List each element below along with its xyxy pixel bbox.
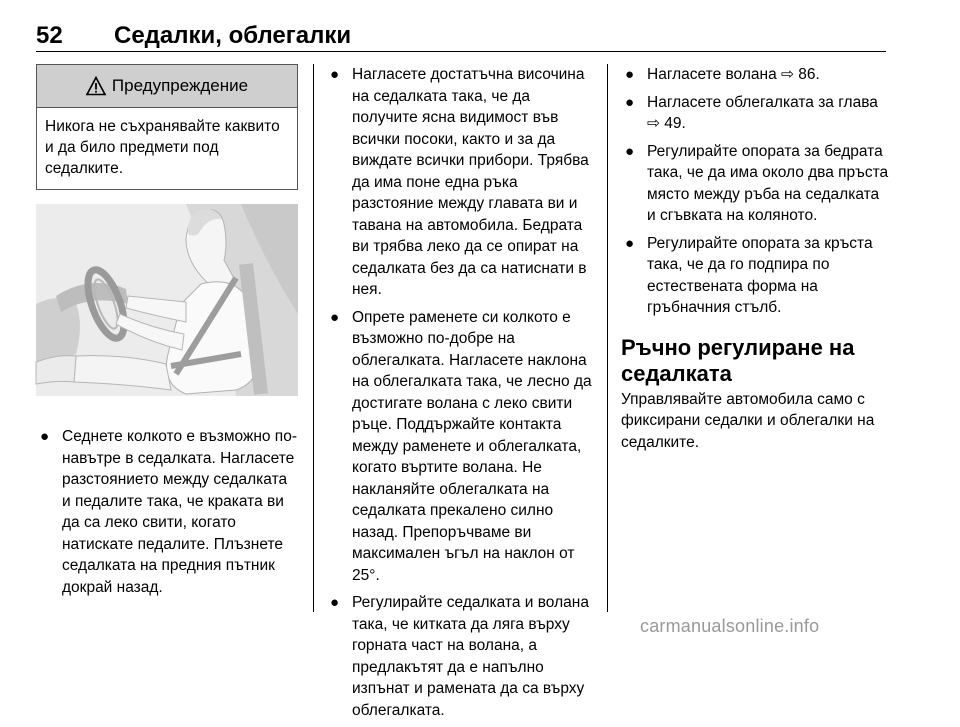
driver-seat-illustration — [36, 204, 298, 396]
list-item: ● Седнете колкото е възможно по-навътре в седалката. Нагласете разстоянието между седалката и педалите така, че краката ви да са леко свити, когато натискате педалите. Плъзнете седалката на предния пътник докрай назад. — [40, 428, 297, 596]
warning-text: Никога не съхранявайте каквито и да било предмети под седалките. — [45, 118, 280, 177]
warning-triangle-icon — [86, 76, 106, 96]
column-2-bullets — [326, 64, 592, 721]
column-divider-1 — [313, 64, 314, 612]
section-text: Управлявайте автомобила само с фиксирани седалки и облегалки на седалките. — [621, 390, 875, 451]
list-item: ● Регулирайте опората за бедрата така, че да има около два пръста място между ръба на седалката и сгъвката на коляното. — [625, 142, 889, 224]
list-item: ● Регулирайте седалката и волана така, че китката да ляга върху горната част на волана, а предлакътят да е напълно изпънат и рамената да са върху облегалката. — [330, 594, 589, 719]
page-header — [36, 22, 886, 52]
column-divider-2 — [607, 64, 608, 612]
column-3-bullets — [621, 64, 889, 319]
list-item: ● Нагласете облегалката за глава ⇨ 49. — [625, 93, 878, 132]
page-number: 52 — [36, 22, 63, 49]
list-item: ● Опрете раменете си колкото е възможно по-добре на облегалката. Нагласете наклона на облегалката така, че лесно да достигате волана с леко свити ръце. Поддържайте контакта между раменете и облегалката, когато въртите волана. Не накланяйте облегалката на седалката прекалено силно назад. Препоръчваме ви максимален ъгъл на наклон от 25°. — [330, 308, 592, 584]
watermark: carmanualsonline.info — [640, 616, 820, 636]
page-title: Седалки, облегалки — [114, 22, 352, 49]
section-heading: Ръчно регулиране на седалката — [621, 334, 855, 386]
warning-title: Предупреждение — [111, 76, 249, 95]
column-1-bullets — [36, 426, 298, 598]
warning-box — [36, 64, 298, 190]
list-item: ● Регулирайте опората за кръста така, че да го подпира по естествената форма на гръбначния стълб. — [625, 234, 873, 316]
column-2 — [326, 64, 592, 727]
list-item: ● Нагласете волана ⇨ 86. — [625, 66, 820, 83]
list-item: ● Нагласете достатъчна височина на седалката така, че да получите ясна видимост във всички посоки, както и за да виждате всички прибори. Трябва да има поне една ръка разстояние между главата ви и тавана на автомобила. Бедрата ви трябва леко да се опират на седалката без да са натиснати в нея. — [330, 66, 589, 298]
column-1 — [36, 64, 298, 604]
header-rule — [36, 51, 886, 52]
warning-header — [37, 65, 297, 108]
column-3 — [621, 64, 889, 453]
